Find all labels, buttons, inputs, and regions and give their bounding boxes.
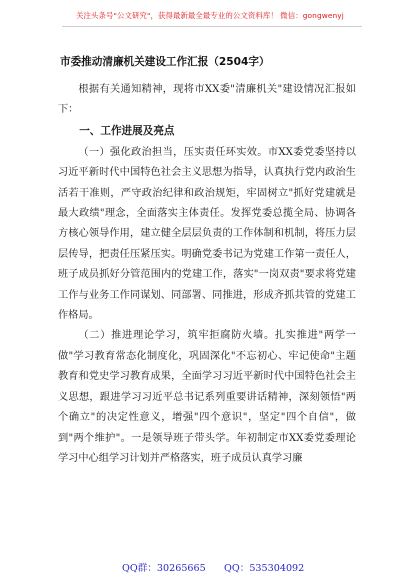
qq-contact-number: QQ：535304092	[224, 563, 305, 574]
body-paragraph: （二）推进理论学习，筑牢拒腐防火墙。扎实推进"两学一做"学习教育常态化制度化，巩固深化"不忘初心、牢记使命"主题教育和党史学习教育成果，全面学习习近平新时代中国特色社会主义思想，跟进学习习近平总书记系列重要讲话精神，深刻领悟"两个确立"的决定性意义，增强"四个意识"，坚定"四个自信"，做到"两个维护"。一是领导班子带头学。年初制定市XX委党委理论学习中心组学习计划并严格落实，班子成员认真学习廉	[58, 330, 356, 464]
promo-banner: 关注头条号"公文研究"，获得最新最全最专业的公文资料库！ 微信：gongwenyj	[76, 11, 344, 20]
section-heading: 一、工作进展及亮点	[79, 124, 175, 137]
header-divider	[62, 26, 362, 27]
body-paragraph: （一）强化政治担当，压实责任环实效。市XX委党委坚持以习近平新时代中国特色社会主义思想为指导，认真执行党内政治生活若干准则，严守政治纪律和政治规矩，牢固树立"抓好党建就是最大政绩"理念，全面落实主体责任。发挥党委总揽全局、协调各方核心领导作用，建立健全层层负责的工作体制和机制，将压力层层传导，把责任压紧压实。明确党委书记为党建工作第一责任人，班子成员抓好分管范围内的党建工作，落实"一岗双责"要求将党建工作与业务工作同谋划、同部署、同推进，形成齐抓共管的党建工作格局。	[58, 146, 356, 322]
qq-group-number: QQ群：30265665	[122, 563, 206, 574]
document-title: 市委推动清廉机关建设工作汇报（2504字）	[60, 56, 270, 68]
page-footer	[0, 560, 408, 576]
intro-paragraph: 根据有关通知精神，现将市XX委"清廉机关"建设情况汇报如下：	[58, 84, 356, 116]
document-body	[58, 80, 356, 469]
